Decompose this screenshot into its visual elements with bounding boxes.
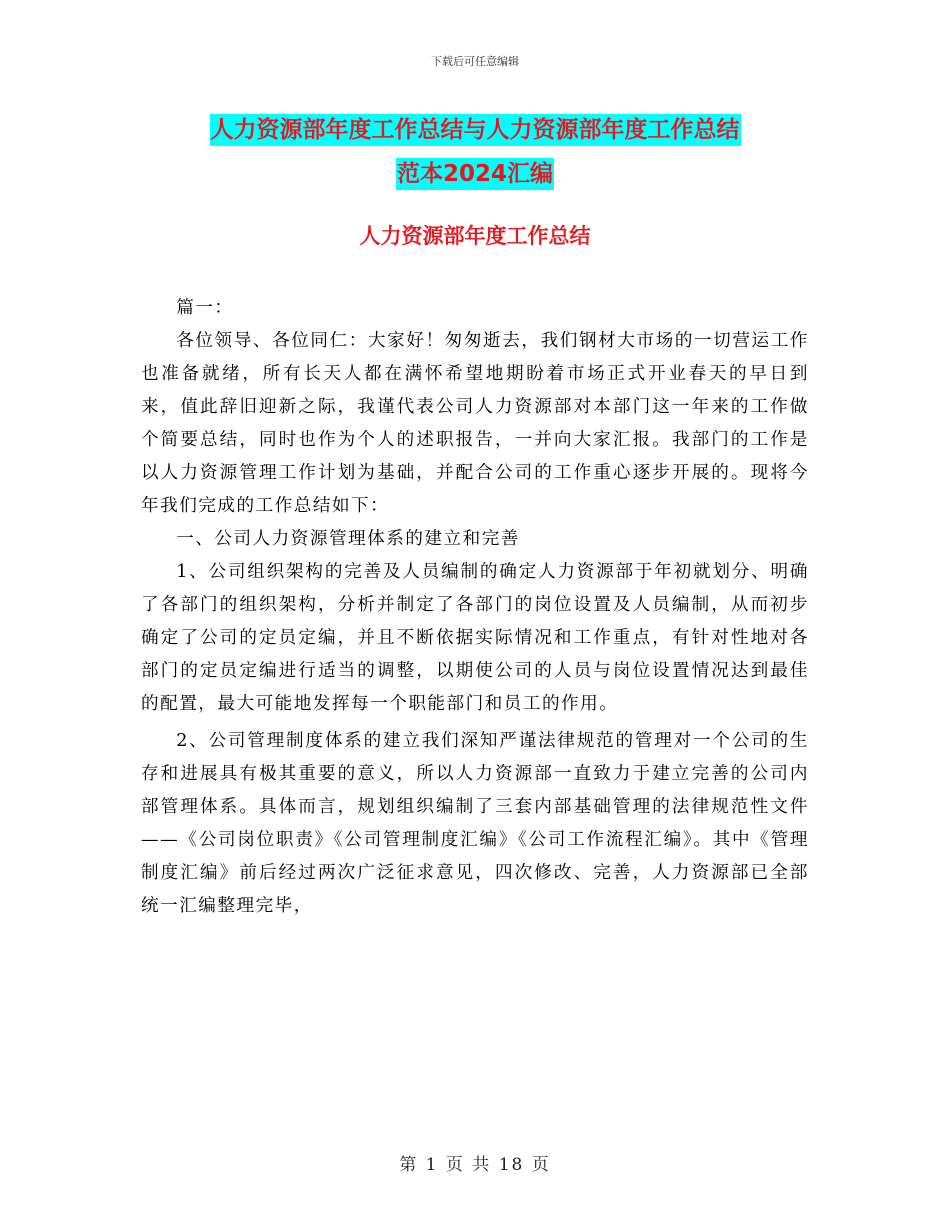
paragraph-chapter-label: 篇一： — [176, 298, 234, 318]
paragraph-heading-1: 一、公司人力资源管理体系的建立和完善 — [176, 529, 520, 549]
paragraph-item-2: 2、公司管理制度体系的建立我们深知严谨法律规范的管理对一个公司的生存和进展具有极其重要的意义，所以人力资源部一直致力于建立完善的公司内部管理体系。具体而言，规划组织编制了三套内部基础管理的法律规范性文件——《公司岗位职责》《公司管理制度汇编》《公司工作流程汇编》。其中《管理制度汇编》前后经过两次广泛征求意见，四次修改、完善，人力资源部已全部统一汇编整理完毕， — [141, 731, 809, 916]
paragraph-greeting: 各位领导、各位同仁：大家好！匆匆逝去，我们钢材大市场的一切营运工作也准备就绪，所有长天人都在满怀希望地期盼着市场正式开业春天的早日到来，值此辞旧迎新之际，我谨代表公司人力资源部对本部门这一年来的工作做个简要总结，同时也作为个人的述职报告，一并向大家汇报。我部门的工作是以人力资源管理工作计划为基础，并配合公司的工作重心逐步开展的。现将今年我们完成的工作总结如下： — [141, 331, 809, 516]
document-body — [141, 292, 809, 923]
page-header-note: 下载后可任意编辑 — [431, 55, 519, 68]
document-title — [140, 108, 810, 196]
paragraph-item-1: 1、公司组织架构的完善及人员编制的确定人力资源部于年初就划分、明确了各部门的组织架构，分析并制定了各部门的岗位设置及人员编制，从而初步确定了公司的定员定编，并且不断依据实际情况和工作重点，有针对性地对各部门的定员定编进行适当的调整，以期使公司的人员与岗位设置情况达到最佳的配置，最大可能地发挥每一个职能部门和员工的作用。 — [141, 562, 809, 714]
page-number-footer: 第 1 页 共 18 页 — [399, 1155, 551, 1175]
document-title-line-2: 范本2024汇编 — [396, 158, 554, 190]
section-title: 人力资源部年度工作总结 — [359, 224, 591, 248]
document-title-line-1: 人力资源部年度工作总结与人力资源部年度工作总结 — [210, 114, 741, 146]
